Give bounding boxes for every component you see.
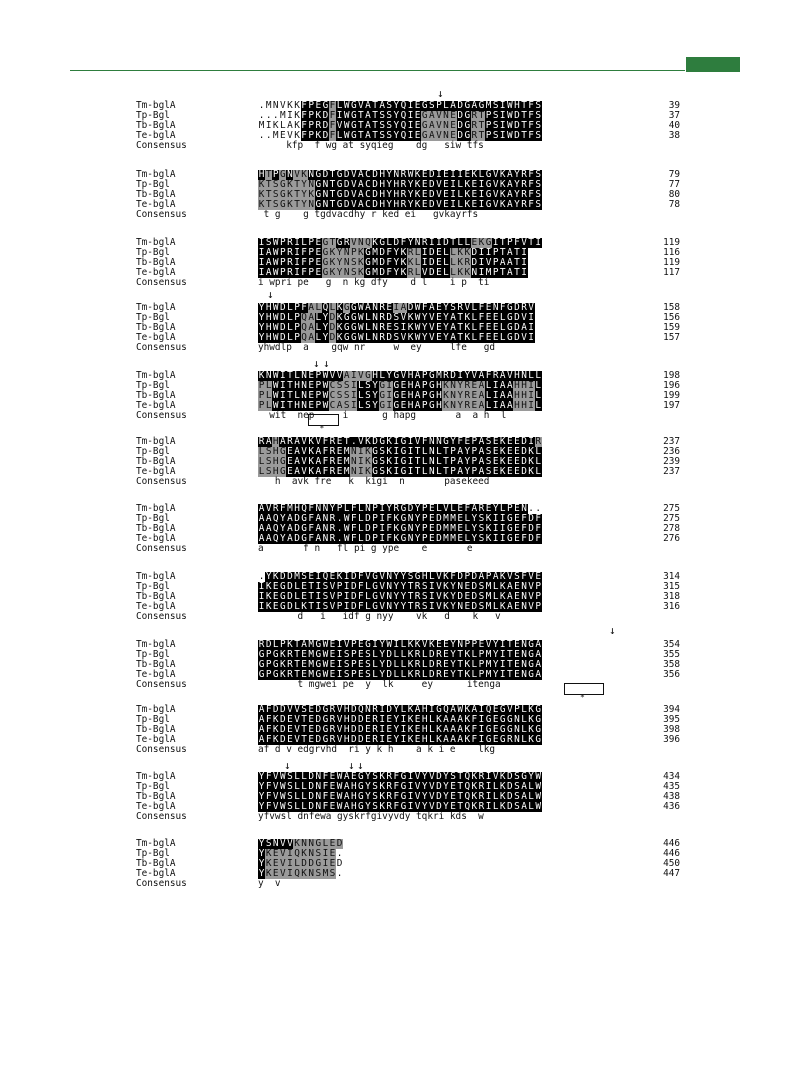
residue-count: 37 <box>668 110 680 121</box>
sequence-residues: i wpri pe g n kg dfy d l i p ti <box>258 277 490 288</box>
sequence-residues: YSNVVKNNGLED <box>258 838 343 849</box>
sequence-residues: YFVWSLLDNFEWAEGYSKRFGIVYVDYSTQKRIVKDSGYW <box>258 771 542 782</box>
sequence-name: Tm-bglA <box>136 771 176 782</box>
residue-count: 354 <box>663 639 680 650</box>
residue-count: 450 <box>663 858 680 869</box>
sequence-name: Te-bglA <box>136 199 176 210</box>
residue-count: 447 <box>663 868 680 879</box>
residue-count: 436 <box>663 801 680 812</box>
residue-count: 355 <box>663 649 680 660</box>
sequence-name: Te-bglA <box>136 533 176 544</box>
sequence-residues: IAWPRIFPEGKYNSKGMDFYKKLIDELLKRDIVPAATI <box>258 257 527 268</box>
sequence-name: Tb-BglA <box>136 858 176 869</box>
residue-count: 275 <box>663 513 680 524</box>
arrow-marker: ↓ <box>609 624 616 637</box>
sequence-residues: AAQYADGFANR.WFLDPIFKGNYPEDMMELYSKIIGEFDF <box>258 513 542 524</box>
sequence-residues: PLWITLNEPWCSSILSYGIGEHAPGHKNYREALIAAHHIL <box>258 390 542 401</box>
residue-count: 117 <box>663 267 680 278</box>
sequence-name: Consensus <box>136 140 187 151</box>
consensus-row <box>0 411 809 421</box>
sequence-row <box>0 839 809 849</box>
sequence-name: Consensus <box>136 277 187 288</box>
sequence-residues: AFKDEVTEDGRVHDDERIEYIKEHLKAAAKFIGEGGNLKG <box>258 714 542 725</box>
sequence-name: Tb-BglA <box>136 659 176 670</box>
residue-count: 158 <box>663 302 680 313</box>
sequence-residues: YHWDLPQALYDKGGWLNRDSVKWYVEYATKLFEELGDVI <box>258 332 534 343</box>
motif-star: * <box>580 693 585 702</box>
residue-count: 119 <box>663 257 680 268</box>
sequence-name: Consensus <box>136 342 187 353</box>
residue-count: 316 <box>663 601 680 612</box>
sequence-name: Te-bglA <box>136 466 176 477</box>
sequence-name: Tm-bglA <box>136 169 176 180</box>
sequence-residues: GPGKRTEMGWEISPESLYDLLKRLDREYTKLPMYITENGA <box>258 659 542 670</box>
consensus-row <box>0 612 809 622</box>
residue-count: 78 <box>668 199 680 210</box>
sequence-name: Tb-BglA <box>136 189 176 200</box>
sequence-residues: wit nep i g hapg a a h l <box>258 410 507 421</box>
sequence-name: Consensus <box>136 611 187 622</box>
residue-count: 79 <box>668 169 680 180</box>
sequence-residues: kfp f wg at syqieg dg siw tfs <box>258 140 484 151</box>
arrow-marker: ↓ <box>284 759 291 772</box>
sequence-name: Tp-Bgl <box>136 380 170 391</box>
residue-count: 278 <box>663 523 680 534</box>
sequence-residues: t g g tgdvacdhy r ked ei gvkayrfs <box>258 209 479 220</box>
sequence-name: Te-bglA <box>136 332 176 343</box>
sequence-name: Tm-bglA <box>136 436 176 447</box>
sequence-name: Tp-Bgl <box>136 247 170 258</box>
sequence-name: Tp-Bgl <box>136 110 170 121</box>
sequence-name: Tb-BglA <box>136 456 176 467</box>
residue-count: 275 <box>663 503 680 514</box>
sequence-residues: MIKLAKFPRDFVWGTATSSYQIEGAVNEDGRTPSIWDTFS <box>258 120 542 131</box>
sequence-residues: RAHARAVKVFRET.VKDGKIGIVFNNGYFEPASEKEEDIR <box>258 436 542 447</box>
sequence-name: Tp-Bgl <box>136 179 170 190</box>
residue-count: 446 <box>663 838 680 849</box>
residue-count: 315 <box>663 581 680 592</box>
residue-count: 356 <box>663 669 680 680</box>
sequence-residues: IKEGDLETISVPIDFLGVNYYTRSIVKYDEDSMLKAENVP <box>258 591 542 602</box>
sequence-residues: IKEGDLKTISVPIDFLGVNYYTRSIVKYNEDSMLKAENVP <box>258 601 542 612</box>
residue-count: 446 <box>663 848 680 859</box>
sequence-name: Tp-Bgl <box>136 312 170 323</box>
residue-count: 318 <box>663 591 680 602</box>
sequence-row <box>0 869 809 879</box>
residue-count: 236 <box>663 446 680 457</box>
sequence-name: Tb-BglA <box>136 791 176 802</box>
sequence-name: Consensus <box>136 679 187 690</box>
sequence-name: Consensus <box>136 476 187 487</box>
sequence-name: Te-bglA <box>136 267 176 278</box>
sequence-residues: PLWITHNEPWCSSILSYGIGEHAPGHKNYREALIAAHHIL <box>258 380 542 391</box>
consensus-row <box>0 278 809 288</box>
sequence-residues: KTSGKTYKGNTGDVACDHYHRYKEDVEILKEIGVKAYRFS <box>258 189 542 200</box>
sequence-residues: YHWDLPFALQLKGGWANREIADWFAEYSRVLFENFGDRV <box>258 302 534 313</box>
sequence-residues: LSHGEAVKAFREMNIKGSKIGITLNLTPAYPASEKEEDKL <box>258 456 542 467</box>
arrow-marker: ↓ <box>267 288 274 301</box>
sequence-name: Tp-Bgl <box>136 781 170 792</box>
residue-count: 395 <box>663 714 680 725</box>
sequence-residues: .YKDDMSEIQEKIDFVGVNYYSGHLVKFDPDAPAKVSFVE <box>258 571 542 582</box>
consensus-row <box>0 745 809 755</box>
sequence-name: Te-bglA <box>136 130 176 141</box>
sequence-residues: YHWDLPQALYDKGGWLNRDSVKWYVEYATKLFEELGDVI <box>258 312 534 323</box>
sequence-residues: YKEVILDDGIED <box>258 858 343 869</box>
sequence-residues: GPGKRTEMGWEISPESLYDLLKRLDREYTKLPMYITENGA <box>258 669 542 680</box>
sequence-name: Tb-BglA <box>136 724 176 735</box>
sequence-name: Tb-BglA <box>136 120 176 131</box>
arrow-marker: ↓ <box>323 357 330 370</box>
sequence-name: Tp-Bgl <box>136 848 170 859</box>
sequence-residues: ...MIKFPKDFIWGTATSSYQIEGAVNEDGRTPSIWDTFS <box>258 110 542 121</box>
residue-count: 38 <box>668 130 680 141</box>
residue-count: 394 <box>663 704 680 715</box>
sequence-residues: a f n fl pi g ype e e <box>258 543 473 554</box>
residue-count: 239 <box>663 456 680 467</box>
residue-count: 438 <box>663 791 680 802</box>
sequence-residues: KTSGKTYNGNTGDVACDHYHRYKEDVEILKEIGVKAYRFS <box>258 199 542 210</box>
residue-count: 196 <box>663 380 680 391</box>
sequence-name: Consensus <box>136 543 187 554</box>
sequence-residues: yhwdlp a gqw nr w ey lfe gd <box>258 342 496 353</box>
sequence-residues: PLWITHNEPWCASILSYGIGEHAPGHKNYREALIAAHHIL <box>258 400 542 411</box>
sequence-residues: ISWPRILPEGTGRVNQKGLDFYNRIIDTLLEKGITPFVTI <box>258 237 542 248</box>
sequence-residues: YKEVIQKNSIE. <box>258 848 343 859</box>
residue-count: 116 <box>663 247 680 258</box>
consensus-row <box>0 210 809 220</box>
arrow-marker: ↓ <box>437 87 444 100</box>
sequence-row <box>0 859 809 869</box>
residue-count: 198 <box>663 370 680 381</box>
consensus-row <box>0 343 809 353</box>
sequence-residues: af d v edgrvhd ri y k h a k i e lkg <box>258 744 496 755</box>
sequence-name: Consensus <box>136 209 187 220</box>
sequence-name: Tp-Bgl <box>136 581 170 592</box>
sequence-name: Tm-bglA <box>136 571 176 582</box>
consensus-row <box>0 544 809 554</box>
sequence-residues: y v <box>258 878 281 889</box>
sequence-residues: AAQYADGFANR.WFLDPIFKGNYPEDMMELYSKIIGEFDF <box>258 523 542 534</box>
sequence-residues: h avk fre k kigi n pasekeed <box>258 476 490 487</box>
sequence-name: Tb-BglA <box>136 257 176 268</box>
residue-count: 119 <box>663 237 680 248</box>
sequence-name: Consensus <box>136 410 187 421</box>
sequence-residues: LSHGEAVKAFREMNIKGSKIGITLNLTPAYPASEKEEDKL <box>258 466 542 477</box>
sequence-residues: KTSGKTYNGNTGDVACDHYHRYKEDVEILKEIGVKAYRFS <box>258 179 542 190</box>
sequence-residues: YFVWSLLDNFEWAHGYSKRFGIVYVDYETQKRILKDSALW <box>258 801 542 812</box>
sequence-name: Tb-BglA <box>136 322 176 333</box>
consensus-row <box>0 477 809 487</box>
residue-count: 276 <box>663 533 680 544</box>
sequence-residues: AVRFMHQFNNYPLFLNPIYRGDYPELVLEFAREYLPEN.. <box>258 503 542 514</box>
residue-count: 237 <box>663 466 680 477</box>
residue-count: 237 <box>663 436 680 447</box>
sequence-name: Te-bglA <box>136 669 176 680</box>
residue-count: 159 <box>663 322 680 333</box>
sequence-name: Tp-Bgl <box>136 714 170 725</box>
residue-count: 314 <box>663 571 680 582</box>
sequence-residues: t mgwei pe y lk ey itenga <box>258 679 501 690</box>
sequence-residues: RDLPKTAMGWEIVPEGIYWILKKVKEEYNPPEVYITENGA <box>258 639 542 650</box>
sequence-residues: HTPGNVKNGDTGDVACDHYNRWKEDIEIIEKLGVKAYRFS <box>258 169 542 180</box>
consensus-row <box>0 680 809 690</box>
residue-count: 77 <box>668 179 680 190</box>
sequence-residues: KNWITLNEPWVVAIVGHLYGVHAPGMRDIYVAFRAVHNLL <box>258 370 542 381</box>
sequence-name: Tm-bglA <box>136 838 176 849</box>
sequence-residues: AFKDEVTEDGRVHDDERIEYIKEHLKAAAKFIGEGGNLKG <box>258 724 542 735</box>
sequence-residues: AFKDEVTEDGRVHDDERIEYIKEHLKAAAKFIGEGRNLKG <box>258 734 542 745</box>
sequence-name: Consensus <box>136 878 187 889</box>
sequence-name: Tb-BglA <box>136 523 176 534</box>
sequence-name: Tb-BglA <box>136 591 176 602</box>
residue-count: 398 <box>663 724 680 735</box>
sequence-name: Te-bglA <box>136 400 176 411</box>
sequence-residues: IAWPRIFPEGKYNSKGMDFYKRLVDELLKKNIMPTATI <box>258 267 527 278</box>
sequence-name: Tm-bglA <box>136 503 176 514</box>
sequence-row <box>0 849 809 859</box>
residue-count: 80 <box>668 189 680 200</box>
sequence-name: Tb-BglA <box>136 390 176 401</box>
sequence-residues: YFVWSLLDNFEWAHGYSKRFGIVYVDYETQKRILKDSALW <box>258 781 542 792</box>
residue-count: 197 <box>663 400 680 411</box>
sequence-name: Te-bglA <box>136 868 176 879</box>
sequence-residues: YKEVIQKNSMS. <box>258 868 343 879</box>
sequence-name: Te-bglA <box>136 734 176 745</box>
sequence-name: Tp-Bgl <box>136 513 170 524</box>
sequence-residues: IAWPRIFPEGKYNPKGMDFYKRLIDELLKKDIIPTATI <box>258 247 527 258</box>
sequence-name: Tm-bglA <box>136 302 176 313</box>
sequence-residues: LSHGEAVKAFREMNIKGSKIGITLNLTPAYPASEKEEDKL <box>258 446 542 457</box>
residue-count: 435 <box>663 781 680 792</box>
sequence-name: Te-bglA <box>136 601 176 612</box>
sequence-name: Te-bglA <box>136 801 176 812</box>
residue-count: 199 <box>663 390 680 401</box>
sequence-residues: GPGKRTEMGWEISPESLYDLLKRLDREYTKLPMYITENGA <box>258 649 542 660</box>
consensus-row <box>0 812 809 822</box>
residue-count: 396 <box>663 734 680 745</box>
sequence-name: Tm-bglA <box>136 237 176 248</box>
residue-count: 156 <box>663 312 680 323</box>
motif-star: * <box>319 424 325 433</box>
sequence-residues: .MNVKKFPEGFLWGVATASYQIEGSPLADGAGMSIWHTFS <box>258 100 542 111</box>
sequence-residues: d i idf g nyy vk d k v <box>258 611 501 622</box>
residue-count: 40 <box>668 120 680 131</box>
consensus-row <box>0 879 809 889</box>
sequence-name: Tm-bglA <box>136 704 176 715</box>
sequence-residues: YFVWSLLDNFEWAHGYSKRFGIVYVDYETQKRILKDSALW <box>258 791 542 802</box>
sequence-residues: ..MEVKFPKDFLWGTATSSYQIEGAVNEDGRTPSIWDTFS <box>258 130 542 141</box>
residue-count: 358 <box>663 659 680 670</box>
residue-count: 39 <box>668 100 680 111</box>
sequence-name: Consensus <box>136 811 187 822</box>
sequence-name: Tm-bglA <box>136 639 176 650</box>
sequence-residues: YHWDLPQALYDKGGWLNRESIKWYVEYATKLFEELGDAI <box>258 322 534 333</box>
residue-count: 157 <box>663 332 680 343</box>
sequence-residues: AFDDVVSEDGRVHDQNRIDYLKAHIGQAWKAIQEGVPLKG <box>258 704 542 715</box>
sequence-residues: AAQYADGFANR.WFLDPIFKGNYPEDMMELYSKIIGEFDF <box>258 533 542 544</box>
sequence-residues: yfvwsl dnfewa gyskrfgivyvdy tqkri kds w <box>258 811 484 822</box>
sequence-name: Tp-Bgl <box>136 446 170 457</box>
sequence-name: Tm-bglA <box>136 370 176 381</box>
sequence-name: Consensus <box>136 744 187 755</box>
consensus-row <box>0 141 809 151</box>
sequence-residues: IKEGDLETISVPIDFLGVNYYTRSIVKYNEDSMLKAENVP <box>258 581 542 592</box>
arrow-marker: ↓ <box>313 357 320 370</box>
arrow-marker: ↓ <box>348 759 355 772</box>
residue-count: 434 <box>663 771 680 782</box>
sequence-name: Tm-bglA <box>136 100 176 111</box>
sequence-name: Tp-Bgl <box>136 649 170 660</box>
arrow-marker: ↓ <box>357 759 364 772</box>
